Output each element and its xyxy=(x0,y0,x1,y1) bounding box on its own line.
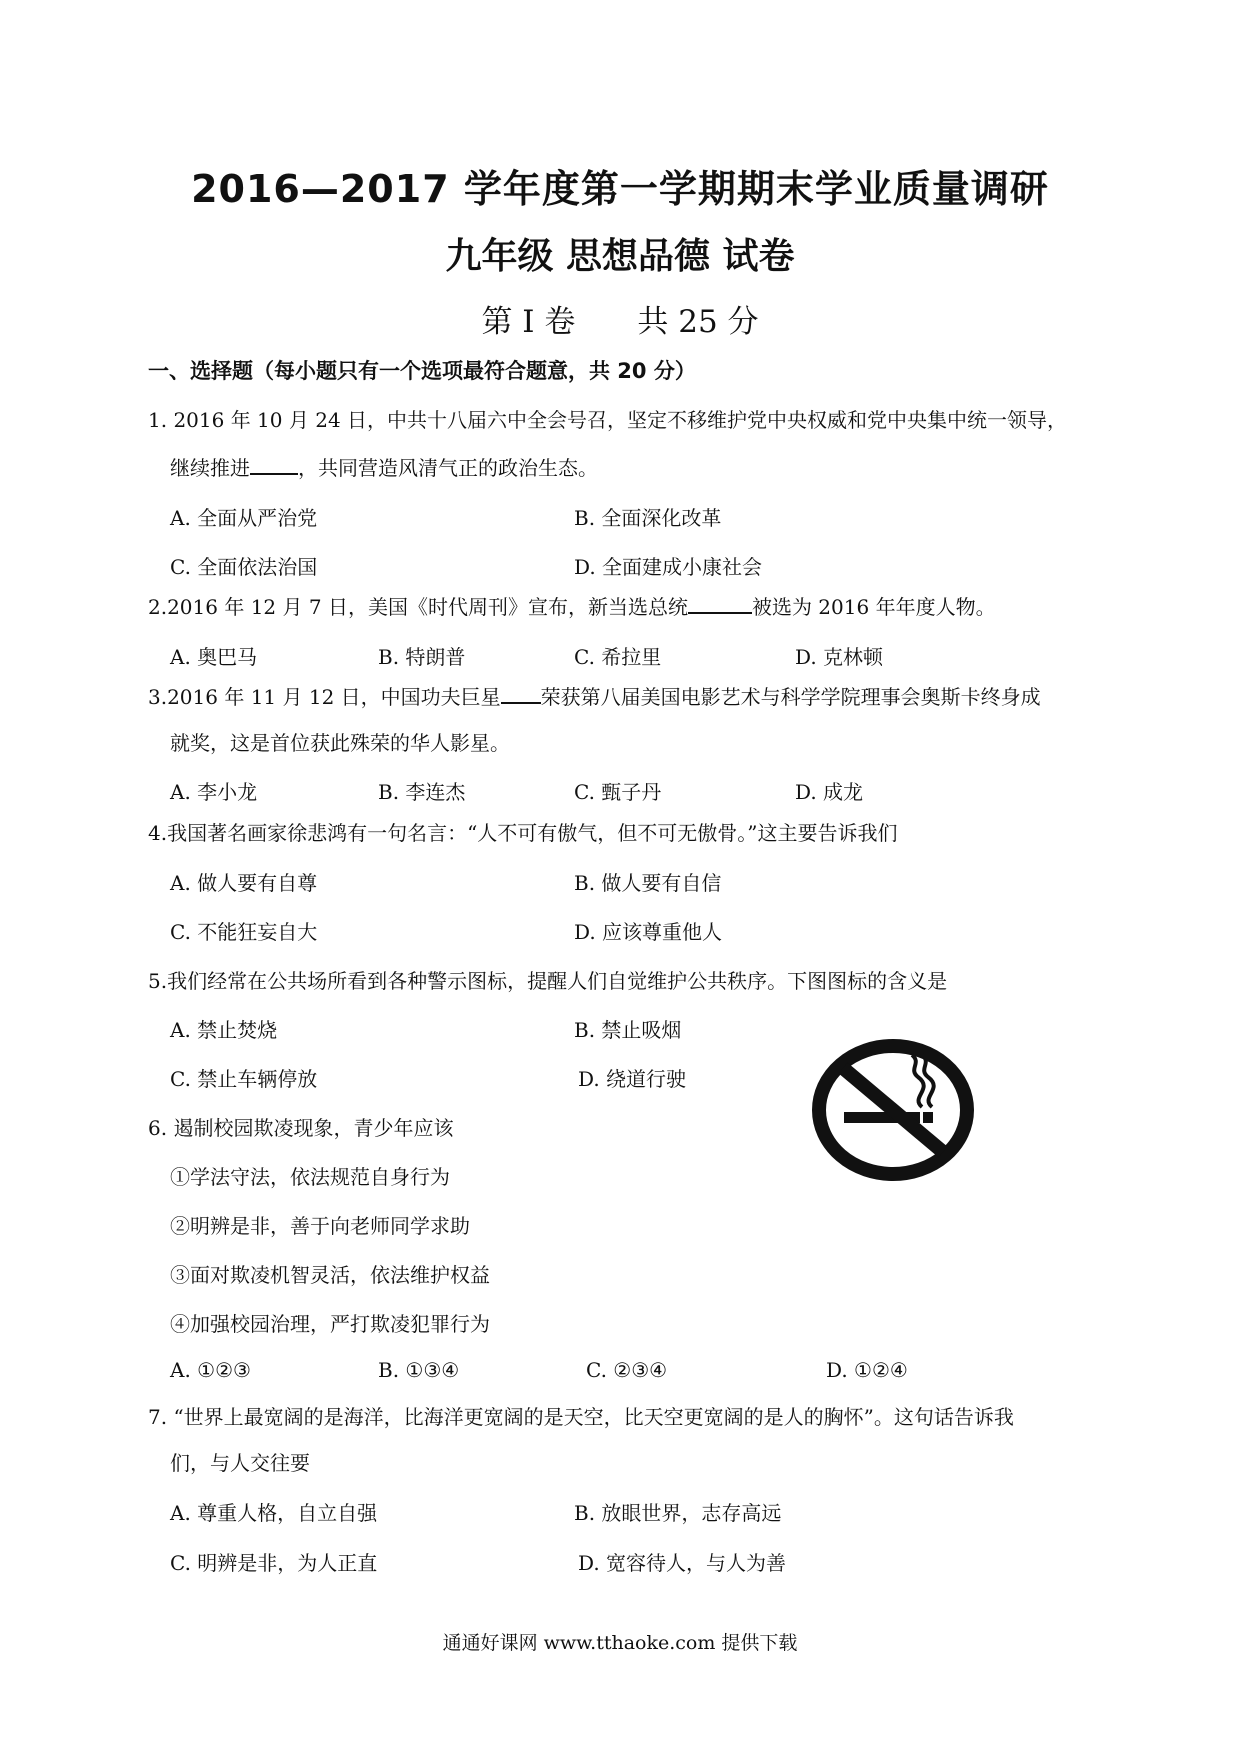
question-6-option-c: C. ②③④ xyxy=(586,1358,668,1382)
section-heading: 一、选择题（每小题只有一个选项最符合题意，共 20 分） xyxy=(148,359,696,383)
question-2-text-after-blank: 被选为 2016 年年度人物。 xyxy=(751,595,996,619)
question-7-option-a: A. 尊重人格，自立自强 xyxy=(170,1501,378,1525)
question-6-item-4: ④加强校园治理，严打欺凌犯罪行为 xyxy=(170,1312,490,1336)
cigarette-tip xyxy=(923,1112,933,1123)
question-1-option-c: C. 全面依法治国 xyxy=(170,555,318,579)
question-3-line2: 就奖，这是首位获此殊荣的华人影星。 xyxy=(170,731,510,755)
question-1-option-d: D. 全面建成小康社会 xyxy=(574,555,763,579)
answer-blank xyxy=(688,594,752,614)
question-3-option-c: C. 甄子丹 xyxy=(574,780,662,804)
question-1-option-a: A. 全面从严治党 xyxy=(170,506,318,530)
question-6-item-2: ②明辨是非，善于向老师同学求助 xyxy=(170,1214,470,1238)
question-6-line1: 6. 遏制校园欺凌现象，青少年应该 xyxy=(148,1116,454,1140)
question-3-option-b: B. 李连杰 xyxy=(378,780,466,804)
question-3-text-before-blank: 3.2016 年 11 月 12 日，中国功夫巨星 xyxy=(148,685,501,709)
answer-blank xyxy=(501,684,541,704)
question-7-line1: 7. “世界上最宽阔的是海洋，比海洋更宽阔的是天空，比天空更宽阔的是人的胸怀”。这句话告诉我 xyxy=(148,1405,1014,1429)
volume-heading: 第 I 卷 共 25 分 xyxy=(481,304,759,340)
question-7-option-d: D. 宽容待人，与人为善 xyxy=(578,1551,787,1575)
question-5-option-c: C. 禁止车辆停放 xyxy=(170,1067,318,1091)
question-4-option-b: B. 做人要有自信 xyxy=(574,871,722,895)
question-7-option-b: B. 放眼世界，志存高远 xyxy=(574,1501,782,1525)
question-4-option-c: C. 不能狂妄自大 xyxy=(170,920,318,944)
question-2-option-c: C. 希拉里 xyxy=(574,645,662,669)
question-5-option-a: A. 禁止焚烧 xyxy=(170,1018,278,1042)
question-6-option-a: A. ①②③ xyxy=(170,1358,251,1382)
question-6-item-3: ③面对欺凌机智灵活，依法维护权益 xyxy=(170,1263,490,1287)
question-2-option-b: B. 特朗普 xyxy=(378,645,466,669)
question-5-line1: 5.我们经常在公共场所看到各种警示图标，提醒人们自觉维护公共秩序。下图图标的含义是 xyxy=(148,969,948,993)
answer-blank xyxy=(250,455,298,475)
question-3-option-d: D. 成龙 xyxy=(795,780,864,804)
question-1-line2 xyxy=(170,452,598,481)
question-1-text-after-blank: ，共同营造风清气正的政治生态。 xyxy=(298,456,598,480)
question-2-text-before-blank: 2.2016 年 12 月 7 日，美国《时代周刊》宣布，新当选总统 xyxy=(148,595,688,619)
question-6-option-b: B. ①③④ xyxy=(378,1358,460,1382)
footer-credit: 通通好课网 www.tthaoke.com 提供下载 xyxy=(442,1632,798,1654)
question-2-option-d: D. 克林顿 xyxy=(795,645,884,669)
question-6-option-d: D. ①②④ xyxy=(826,1358,908,1382)
question-3-option-a: A. 李小龙 xyxy=(170,780,258,804)
question-5-option-d: D. 绕道行驶 xyxy=(578,1067,687,1091)
question-2-option-a: A. 奥巴马 xyxy=(170,645,258,669)
question-4-line1: 4.我国著名画家徐悲鸿有一句名言：“人不可有傲气，但不可无傲骨。”这主要告诉我们 xyxy=(148,821,898,845)
exam-subtitle: 九年级 思想品德 试卷 xyxy=(445,236,795,277)
question-7-option-c: C. 明辨是非，为人正直 xyxy=(170,1551,378,1575)
question-2-line1 xyxy=(148,591,996,620)
exam-title: 2016—2017 学年度第一学期期末学业质量调研 xyxy=(191,167,1049,211)
question-1-text-before-blank: 继续推进 xyxy=(170,456,250,480)
question-5-option-b: B. 禁止吸烟 xyxy=(574,1018,682,1042)
question-1-line1: 1. 2016 年 10 月 24 日，中共十八届六中全会号召，坚定不移维护党中央权威和党中央集中统一领导， xyxy=(148,408,1068,432)
question-3-text-after-blank: 荣获第八届美国电影艺术与科学学院理事会奥斯卡终身成 xyxy=(540,685,1041,709)
question-3-line1 xyxy=(148,681,1041,710)
question-7-line2: 们，与人交往要 xyxy=(170,1451,310,1475)
no-smoking-icon xyxy=(810,1037,976,1183)
question-4-option-a: A. 做人要有自尊 xyxy=(170,871,318,895)
question-1-option-b: B. 全面深化改革 xyxy=(574,506,722,530)
question-4-option-d: D. 应该尊重他人 xyxy=(574,920,723,944)
question-6-item-1: ①学法守法，依法规范自身行为 xyxy=(170,1165,450,1189)
